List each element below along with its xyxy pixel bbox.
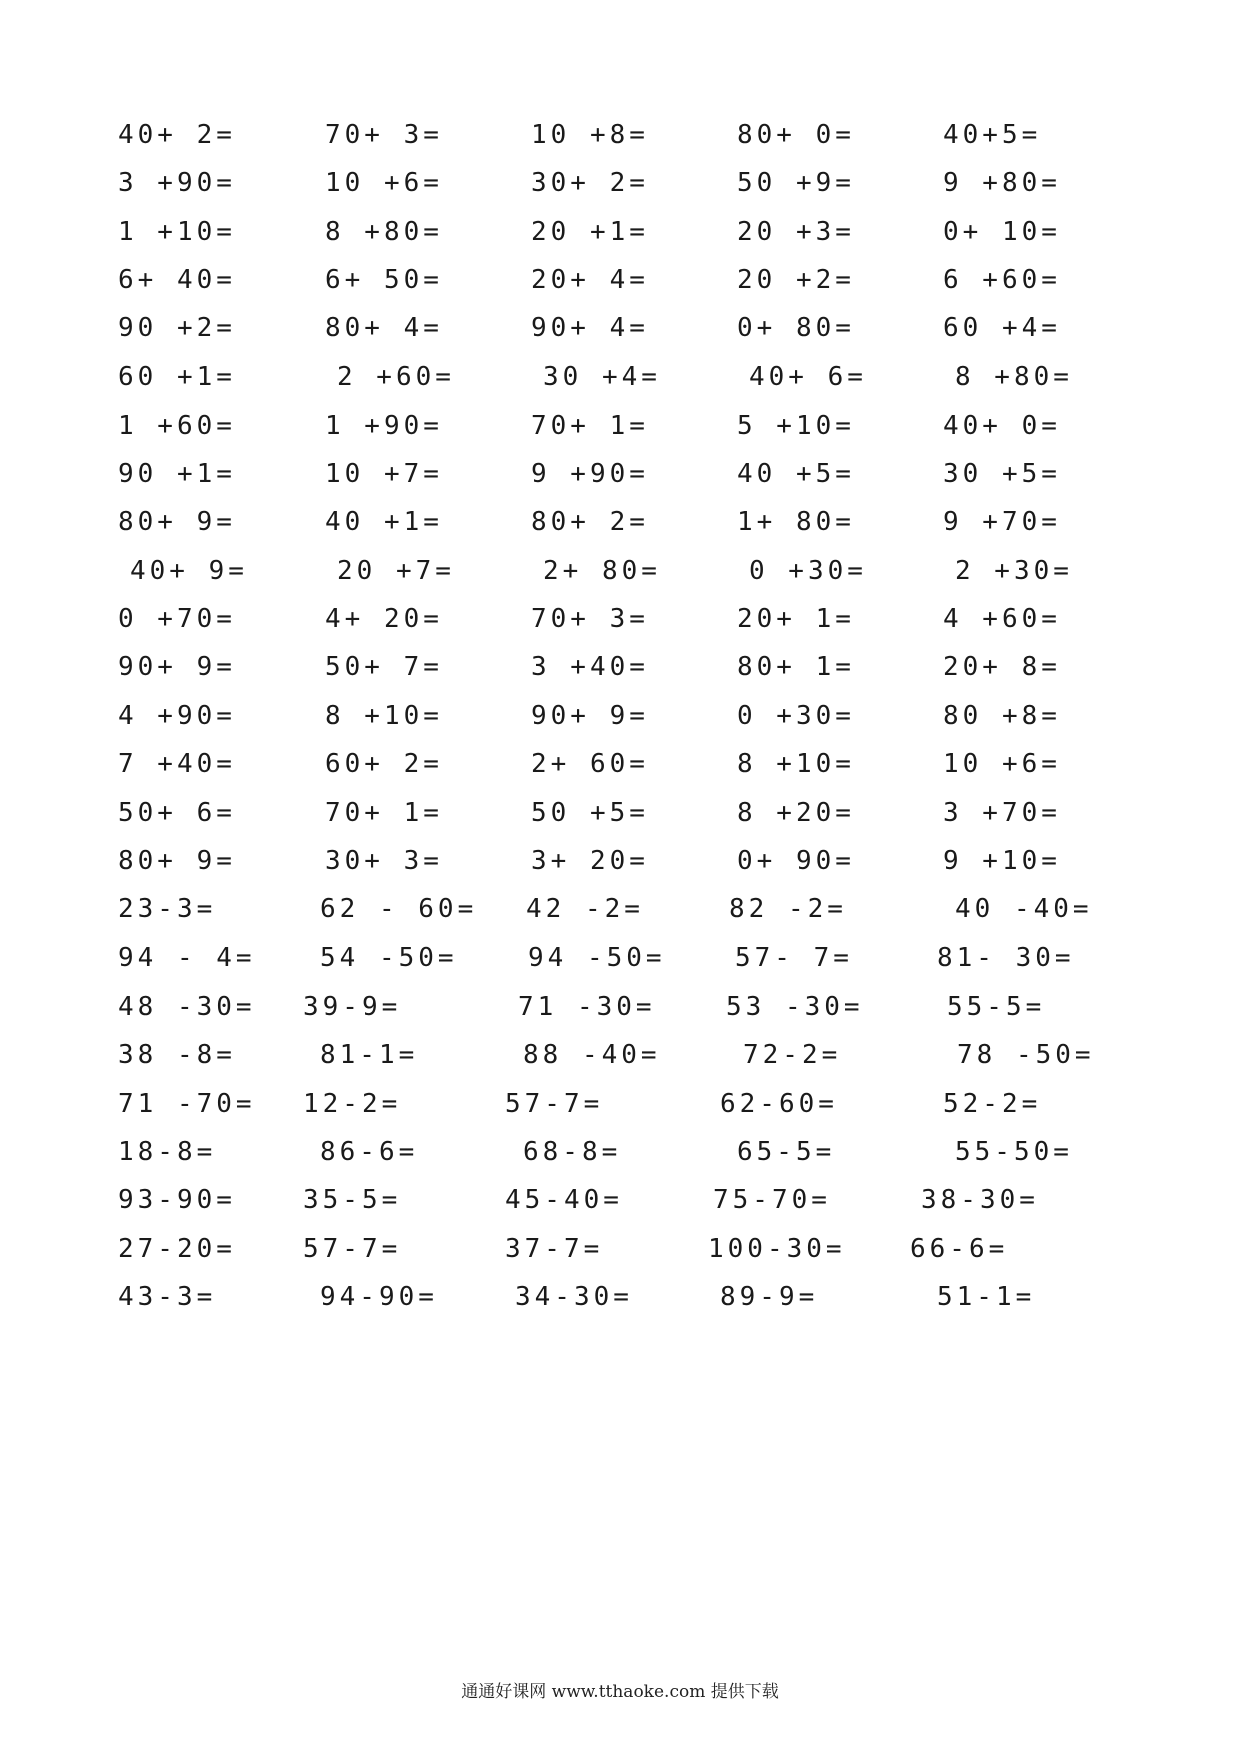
math-problem: 81-1=	[320, 1040, 419, 1070]
math-problem: 30 +5=	[943, 459, 1061, 489]
math-problem: 43-3=	[118, 1282, 217, 1312]
math-problem: 80+ 2=	[531, 507, 649, 537]
math-problem: 90+ 9=	[118, 652, 236, 682]
math-problem: 20 +1=	[531, 217, 649, 247]
problem-row	[0, 889, 1240, 929]
math-problem: 0 +30=	[749, 556, 867, 586]
math-problem: 71 -70=	[118, 1089, 256, 1119]
math-problem: 55-5=	[947, 992, 1046, 1022]
problem-row	[0, 212, 1240, 252]
problem-row	[0, 1180, 1240, 1220]
math-problem: 60 +4=	[943, 313, 1061, 343]
math-problem: 20+ 8=	[943, 652, 1061, 682]
math-problem: 3+ 20=	[531, 846, 649, 876]
math-problem: 60 +1=	[118, 362, 236, 392]
math-problem: 6+ 50=	[325, 265, 443, 295]
math-problem: 4 +90=	[118, 701, 236, 731]
math-problem: 8 +20=	[737, 798, 855, 828]
math-problem: 20+ 1=	[737, 604, 855, 634]
math-problem: 100-30=	[708, 1234, 846, 1264]
math-problem: 38 -8=	[118, 1040, 236, 1070]
math-problem: 27-20=	[118, 1234, 236, 1264]
math-problem: 23-3=	[118, 894, 217, 924]
math-problem: 65-5=	[737, 1137, 836, 1167]
math-problem: 4 +60=	[943, 604, 1061, 634]
math-problem: 45-40=	[505, 1185, 623, 1215]
problem-row	[0, 744, 1240, 784]
math-problem: 8 +10=	[737, 749, 855, 779]
math-problem: 30 +4=	[543, 362, 661, 392]
math-problem: 10 +6=	[325, 168, 443, 198]
math-problem: 0+ 10=	[943, 217, 1061, 247]
math-problem: 86-6=	[320, 1137, 419, 1167]
math-problem: 9 +10=	[943, 846, 1061, 876]
math-problem: 0+ 90=	[737, 846, 855, 876]
math-problem: 90 +1=	[118, 459, 236, 489]
math-problem: 94-90=	[320, 1282, 438, 1312]
math-problem: 94 - 4=	[118, 943, 256, 973]
math-problem: 50 +5=	[531, 798, 649, 828]
math-problem: 40 +1=	[325, 507, 443, 537]
math-problem: 94 -50=	[528, 943, 666, 973]
problem-row	[0, 599, 1240, 639]
math-problem: 80+ 1=	[737, 652, 855, 682]
math-problem: 20 +3=	[737, 217, 855, 247]
math-problem: 89-9=	[720, 1282, 819, 1312]
problem-row	[0, 987, 1240, 1027]
math-problem: 51-1=	[937, 1282, 1036, 1312]
math-problem: 40 +5=	[737, 459, 855, 489]
math-problem: 8 +10=	[325, 701, 443, 731]
math-problem: 54 -50=	[320, 943, 458, 973]
math-problem: 70+ 1=	[325, 798, 443, 828]
math-problem: 4+ 20=	[325, 604, 443, 634]
math-problem: 40+ 0=	[943, 411, 1061, 441]
math-problem: 66-6=	[910, 1234, 1009, 1264]
math-problem: 88 -40=	[523, 1040, 661, 1070]
math-problem: 50+ 6=	[118, 798, 236, 828]
problem-row	[0, 308, 1240, 348]
math-problem: 9 +90=	[531, 459, 649, 489]
problem-row	[0, 793, 1240, 833]
math-problem: 53 -30=	[726, 992, 864, 1022]
math-problem: 40+ 9=	[130, 556, 248, 586]
math-problem: 0 +30=	[737, 701, 855, 731]
math-problem: 30+ 2=	[531, 168, 649, 198]
math-problem: 90+ 4=	[531, 313, 649, 343]
math-problem: 8 +80=	[955, 362, 1073, 392]
math-problem: 57- 7=	[735, 943, 853, 973]
math-problem: 40+ 6=	[749, 362, 867, 392]
math-problem: 0 +70=	[118, 604, 236, 634]
problem-row	[0, 454, 1240, 494]
math-problem: 8 +80=	[325, 217, 443, 247]
math-problem: 20 +2=	[737, 265, 855, 295]
math-problem: 6+ 40=	[118, 265, 236, 295]
problem-row	[0, 1084, 1240, 1124]
problem-row	[0, 647, 1240, 687]
math-problem: 20 +7=	[337, 556, 455, 586]
math-problem: 50+ 7=	[325, 652, 443, 682]
math-problem: 10 +8=	[531, 120, 649, 150]
problem-row	[0, 841, 1240, 881]
math-problem: 0+ 80=	[737, 313, 855, 343]
math-problem: 70+ 3=	[531, 604, 649, 634]
math-problem: 9 +70=	[943, 507, 1061, 537]
problem-row	[0, 260, 1240, 300]
math-problem: 18-8=	[118, 1137, 217, 1167]
problem-row	[0, 1035, 1240, 1075]
math-problem: 2 +60=	[337, 362, 455, 392]
math-problem: 50 +9=	[737, 168, 855, 198]
math-problem: 48 -30=	[118, 992, 256, 1022]
math-problem: 37-7=	[505, 1234, 604, 1264]
footer-credit: 通通好课网 www.tthaoke.com 提供下载	[461, 1682, 779, 1702]
math-problem: 55-50=	[955, 1137, 1073, 1167]
math-problem: 1 +90=	[325, 411, 443, 441]
math-problem: 80+ 4=	[325, 313, 443, 343]
math-problem: 93-90=	[118, 1185, 236, 1215]
math-problem: 6 +60=	[943, 265, 1061, 295]
problem-row	[0, 1132, 1240, 1172]
math-problem: 90 +2=	[118, 313, 236, 343]
math-problem: 20+ 4=	[531, 265, 649, 295]
math-problem: 10 +6=	[943, 749, 1061, 779]
math-problem: 90+ 9=	[531, 701, 649, 731]
math-problem: 80+ 9=	[118, 846, 236, 876]
problem-row	[0, 938, 1240, 978]
math-problem: 40+5=	[943, 120, 1042, 150]
math-problem: 9 +80=	[943, 168, 1061, 198]
math-problem: 78 -50=	[957, 1040, 1095, 1070]
math-problem: 68-8=	[523, 1137, 622, 1167]
math-problem: 40 -40=	[955, 894, 1093, 924]
math-problem: 3 +40=	[531, 652, 649, 682]
math-problem: 39-9=	[303, 992, 402, 1022]
math-problem: 42 -2=	[526, 894, 644, 924]
math-problem: 1 +10=	[118, 217, 236, 247]
math-problem: 3 +70=	[943, 798, 1061, 828]
math-problem: 2+ 80=	[543, 556, 661, 586]
math-problem: 80+ 0=	[737, 120, 855, 150]
math-problem: 38-30=	[921, 1185, 1039, 1215]
problem-row	[0, 502, 1240, 542]
math-problem: 71 -30=	[518, 992, 656, 1022]
math-problem: 80 +8=	[943, 701, 1061, 731]
math-problem: 52-2=	[943, 1089, 1042, 1119]
math-problem: 35-5=	[303, 1185, 402, 1215]
math-problem: 57-7=	[505, 1089, 604, 1119]
problem-row	[0, 357, 1240, 397]
math-problem: 5 +10=	[737, 411, 855, 441]
math-problem: 3 +90=	[118, 168, 236, 198]
math-problem: 72-2=	[743, 1040, 842, 1070]
math-problem: 40+ 2=	[118, 120, 236, 150]
math-problem: 10 +7=	[325, 459, 443, 489]
math-problem: 34-30=	[515, 1282, 633, 1312]
math-problem: 7 +40=	[118, 749, 236, 779]
math-problem: 60+ 2=	[325, 749, 443, 779]
problem-row	[0, 1277, 1240, 1317]
math-problem: 1 +60=	[118, 411, 236, 441]
math-problem: 12-2=	[303, 1089, 402, 1119]
problem-row	[0, 163, 1240, 203]
math-problem: 62-60=	[720, 1089, 838, 1119]
problem-row	[0, 696, 1240, 736]
math-problem: 62 - 60=	[320, 894, 478, 924]
math-problem: 75-70=	[713, 1185, 831, 1215]
math-problem: 70+ 1=	[531, 411, 649, 441]
math-problem: 81- 30=	[937, 943, 1075, 973]
math-problem: 2+ 60=	[531, 749, 649, 779]
math-problem: 57-7=	[303, 1234, 402, 1264]
problem-row	[0, 551, 1240, 591]
problem-row	[0, 115, 1240, 155]
problem-row	[0, 1229, 1240, 1269]
math-problem: 80+ 9=	[118, 507, 236, 537]
math-problem: 1+ 80=	[737, 507, 855, 537]
problem-row	[0, 406, 1240, 446]
math-problem: 82 -2=	[729, 894, 847, 924]
math-problem: 30+ 3=	[325, 846, 443, 876]
math-problem: 2 +30=	[955, 556, 1073, 586]
math-problem: 70+ 3=	[325, 120, 443, 150]
